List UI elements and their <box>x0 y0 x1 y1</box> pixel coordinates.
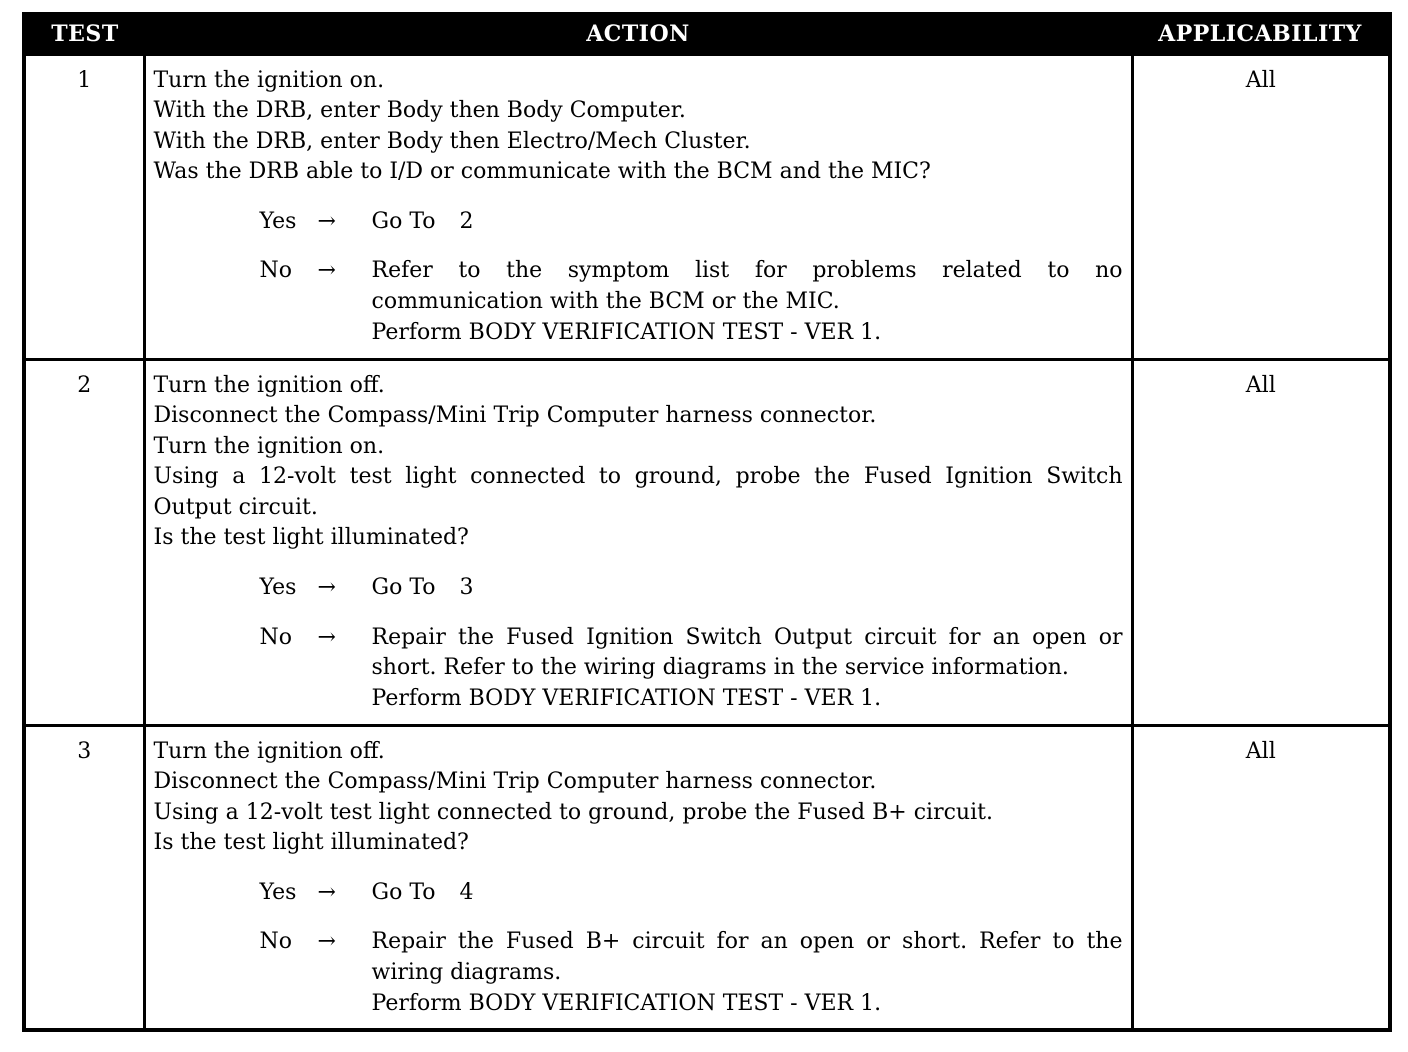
no-label: No <box>259 624 292 650</box>
no-result-line: Perform BODY VERIFICATION TEST - VER 1. <box>371 685 882 711</box>
goto-number: 4 <box>459 879 474 905</box>
action-step: Disconnect the Compass/Mini Trip Computer harness connector. <box>153 403 877 429</box>
yes-label: Yes <box>259 208 297 234</box>
yes-result <box>372 573 1123 604</box>
test-number: 1 <box>24 54 144 359</box>
no-branch <box>260 927 1123 1019</box>
action-cell <box>144 54 1132 359</box>
test-number: 2 <box>24 359 144 725</box>
goto-label: Go To <box>371 575 436 601</box>
header-test: TEST <box>24 14 144 54</box>
action-step: With the DRB, enter Body then Electro/Mech Cluster. <box>153 128 751 154</box>
action-step: Is the test light illuminated? <box>153 830 469 856</box>
action-step: Using a 12-volt test light connected to ground, probe the Fused B+ circuit. <box>153 799 993 825</box>
arrow-right-icon: → <box>317 208 336 234</box>
no-result-line: Refer to the symptom list for problems related to no communication with the BCM or the MIC. <box>371 258 1123 315</box>
action-step: Was the DRB able to I/D or communicate with the BCM and the MIC? <box>153 159 931 185</box>
yes-branch <box>260 207 1123 238</box>
yes-label: Yes <box>259 879 297 905</box>
yes-branch <box>260 573 1123 604</box>
yes-branch <box>260 878 1123 909</box>
no-label: No <box>259 929 292 955</box>
arrow-right-icon: → <box>317 879 336 905</box>
header-applicability: APPLICABILITY <box>1132 14 1390 54</box>
arrow-right-icon: → <box>317 258 336 284</box>
yes-result <box>372 878 1123 909</box>
table-row <box>24 359 1390 725</box>
no-result-line: Repair the Fused B+ circuit for an open or short. Refer to the wiring diagrams. <box>371 929 1123 986</box>
arrow-right-icon: → <box>317 929 336 955</box>
table-row <box>24 725 1390 1030</box>
goto-label: Go To <box>371 208 436 234</box>
applicability-value: All <box>1132 359 1390 725</box>
applicability-value: All <box>1132 725 1390 1030</box>
table-row <box>24 54 1390 359</box>
diagnostic-test-table <box>22 12 1392 1032</box>
yes-result <box>372 207 1123 238</box>
test-number: 3 <box>24 725 144 1030</box>
yes-label: Yes <box>259 575 297 601</box>
no-result <box>372 256 1123 348</box>
action-cell <box>144 725 1132 1030</box>
goto-number: 2 <box>459 208 474 234</box>
action-step: Turn the ignition off. <box>153 372 385 398</box>
no-result <box>372 927 1123 1019</box>
no-branch <box>260 623 1123 715</box>
action-step: Turn the ignition on. <box>153 433 385 459</box>
action-step: Turn the ignition on. <box>153 67 385 93</box>
no-result-line: Repair the Fused Ignition Switch Output circuit for an open or short. Refer to the wiring diagrams in the service information. <box>371 624 1123 681</box>
action-step: With the DRB, enter Body then Body Computer. <box>153 98 686 124</box>
no-label: No <box>259 258 292 284</box>
action-step: Using a 12-volt test light connected to ground, probe the Fused Ignition Switch Output circuit. <box>153 464 1123 520</box>
no-result-line: Perform BODY VERIFICATION TEST - VER 1. <box>371 319 882 345</box>
action-step: Turn the ignition off. <box>153 738 385 764</box>
arrow-right-icon: → <box>317 624 336 650</box>
goto-number: 3 <box>459 575 474 601</box>
no-result-line: Perform BODY VERIFICATION TEST - VER 1. <box>371 990 882 1016</box>
applicability-value: All <box>1132 54 1390 359</box>
action-step: Disconnect the Compass/Mini Trip Computer harness connector. <box>153 769 877 795</box>
arrow-right-icon: → <box>317 575 336 601</box>
header-row <box>24 14 1390 54</box>
action-cell <box>144 359 1132 725</box>
no-result <box>372 623 1123 715</box>
no-branch <box>260 256 1123 348</box>
goto-label: Go To <box>371 879 436 905</box>
action-step: Is the test light illuminated? <box>153 525 469 551</box>
header-action: ACTION <box>144 14 1132 54</box>
